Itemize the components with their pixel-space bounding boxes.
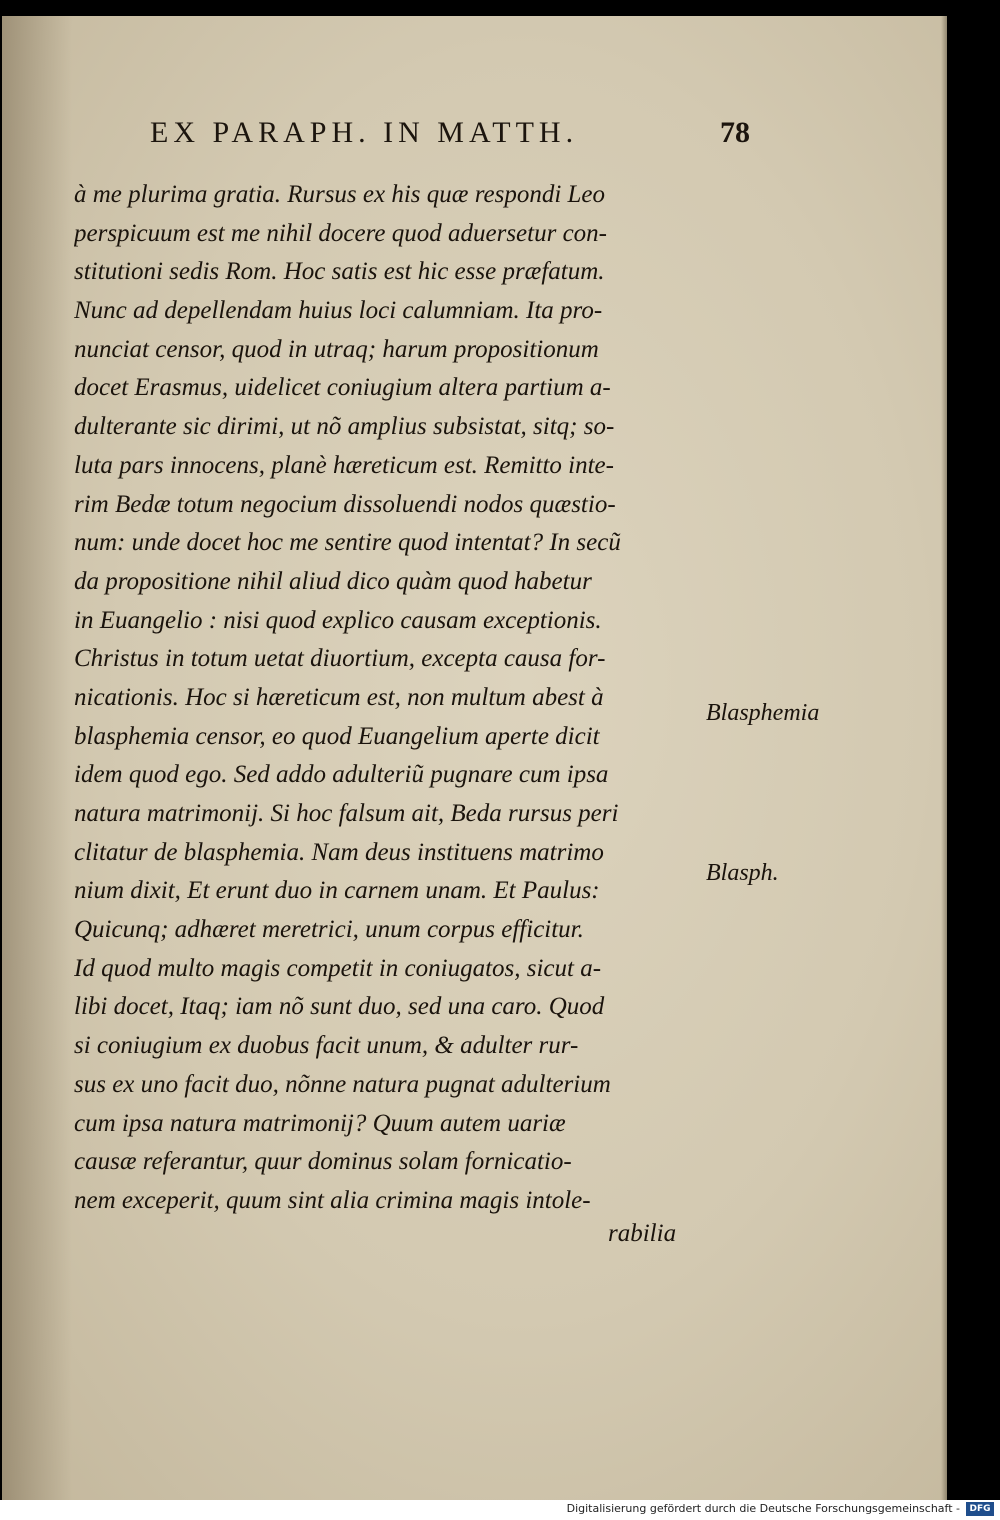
text-line: nicationis. Hoc si hæreticum est, non multum abest à <box>74 683 604 711</box>
text-line: Christus in totum uetat diuortium, excepta causa for- <box>74 645 606 673</box>
running-head: EX PARAPH. IN MATTH. <box>150 116 579 149</box>
footer-bar <box>0 1500 1000 1520</box>
text-line: da propositione nihil aliud dico quàm quod habetur <box>74 567 592 595</box>
text-line: stitutioni sedis Rom. Hoc satis est hic esse præfatum. <box>74 258 605 286</box>
text-line: num: unde docet hoc me sentire quod intentat? In secũ <box>74 529 621 557</box>
text-line: clitatur de blasphemia. Nam deus instituens matrimo <box>74 838 604 866</box>
text-line: Nunc ad depellendam huius loci calumniam. Ita pro- <box>74 297 603 325</box>
page-fore-edge <box>941 16 947 1500</box>
dfg-logo: DFG <box>966 1502 994 1516</box>
body-text <box>74 176 714 1221</box>
catchword: rabilia <box>608 1220 677 1247</box>
text-line: cum ipsa natura matrimonij? Quum autem uariæ <box>74 1109 566 1137</box>
text-line: dulterante sic dirimi, ut nõ amplius subsistat, sitq; so- <box>74 413 615 441</box>
marginal-note: Blasphemia <box>706 700 820 726</box>
folio-number: 78 <box>720 116 750 149</box>
text-line: libi docet, Itaq; iam nõ sunt duo, sed una caro. Quod <box>74 993 605 1021</box>
text-line: natura matrimonij. Si hoc falsum ait, Beda rursus peri <box>74 800 619 827</box>
text-line: causæ referantur, quur dominus solam fornicatio- <box>74 1148 572 1176</box>
text-line: docet Erasmus, uidelicet coniugium altera partium a- <box>74 374 611 402</box>
funding-credit: Digitalisierung gefördert durch die Deutsche Forschungsgemeinschaft - <box>566 1502 960 1515</box>
text-line: luta pars innocens, planè hæreticum est. Remitto inte- <box>74 451 614 479</box>
text-line: sus ex uno facit duo, nõnne natura pugnat adulterium <box>74 1070 611 1098</box>
text-line: nunciat censor, quod in utraq; harum propositionum <box>74 335 599 363</box>
text-line: nium dixit, Et erunt duo in carnem unam. Et Paulus: <box>74 877 600 905</box>
text-line: rim Bedæ totum negocium dissoluendi nodos quæstio- <box>74 490 616 518</box>
book-page <box>2 16 947 1500</box>
text-line: perspicuum est me nihil docere quod aduersetur con- <box>74 219 607 247</box>
text-line: Id quod multo magis competit in coniugatos, sicut a- <box>74 954 602 982</box>
text-line: blasphemia censor, eo quod Euangelium aperte dicit <box>74 722 600 750</box>
text-line: si coniugium ex duobus facit unum, & adulter rur- <box>74 1032 579 1060</box>
text-line: à me plurima gratia. Rursus ex his quæ respondi Leo <box>74 181 606 208</box>
marginal-note: Blasph. <box>706 860 779 886</box>
text-line: in Euangelio : nisi quod explico causam exceptionis. <box>74 606 602 634</box>
text-line: nem exceperit, quum sint alia crimina magis intole- <box>74 1186 591 1214</box>
text-line: Quicunq; adhæret meretrici, unum corpus efficitur. <box>74 916 584 944</box>
text-line: idem quod ego. Sed addo adulteriũ pugnare cum ipsa <box>74 761 609 789</box>
gutter-shadow <box>2 16 72 1500</box>
